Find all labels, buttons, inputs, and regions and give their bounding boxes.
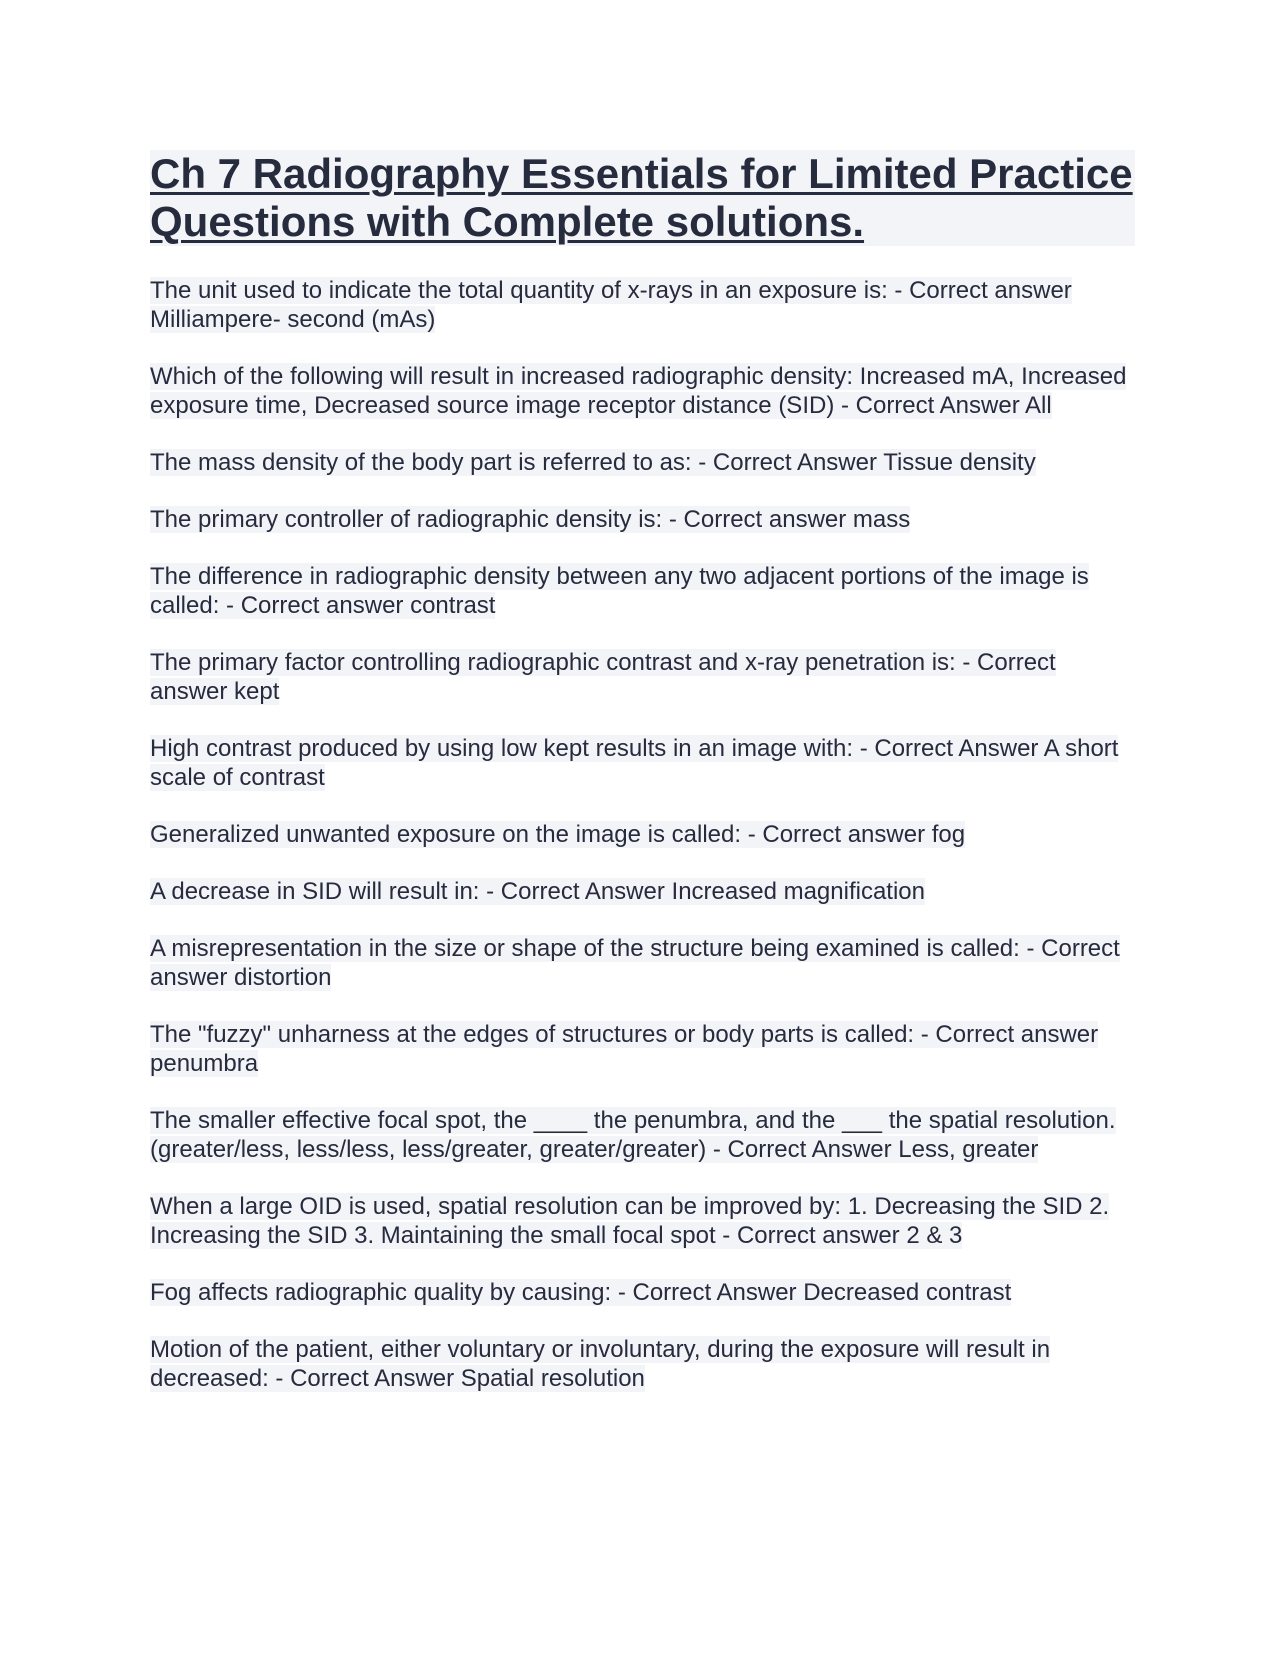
document-title: Ch 7 Radiography Essentials for Limited Practice Questions with Complete solutions. (150, 150, 1135, 246)
question-text: The primary controller of radiographic density is: - Correct answer mass (150, 506, 911, 533)
question-text: Motion of the patient, either voluntary or involuntary, during the exposure will result in decreased: - Correct Answer Spatial resolution (150, 1336, 1051, 1392)
question-text: Fog affects radiographic quality by causing: - Correct Answer Decreased contrast (150, 1279, 1012, 1306)
question-item (150, 1335, 1135, 1393)
question-item (150, 734, 1135, 792)
question-text: The smaller effective focal spot, the ____ the penumbra, and the ___ the spatial resolution. (greater/less, less/less, less/greater, greater/greater) - Correct Answer Less, greater (150, 1107, 1116, 1163)
question-text: The mass density of the body part is referred to as: - Correct Answer Tissue density (150, 449, 1036, 476)
question-text: The difference in radiographic density between any two adjacent portions of the image is called: - Correct answer contrast (150, 563, 1089, 619)
question-item (150, 1278, 1135, 1307)
question-text: A decrease in SID will result in: - Correct Answer Increased magnification (150, 878, 925, 905)
question-text: Generalized unwanted exposure on the image is called: - Correct answer fog (150, 821, 966, 848)
question-item (150, 820, 1135, 849)
question-item (150, 934, 1135, 992)
question-text: A misrepresentation in the size or shape of the structure being examined is called: - Correct answer distortion (150, 935, 1120, 991)
question-item (150, 362, 1135, 420)
question-item (150, 562, 1135, 620)
question-item (150, 505, 1135, 534)
question-item (150, 448, 1135, 477)
question-item (150, 648, 1135, 706)
question-item (150, 877, 1135, 906)
question-text: The primary factor controlling radiographic contrast and x-ray penetration is: - Correct answer kept (150, 649, 1056, 705)
question-list (150, 276, 1135, 1393)
question-text: Which of the following will result in increased radiographic density: Increased mA, Increased exposure time, Decreased source image receptor distance (SID) - Correct Answer All (150, 363, 1127, 419)
question-text: The "fuzzy" unharness at the edges of structures or body parts is called: - Correct answer penumbra (150, 1021, 1099, 1077)
question-item (150, 1020, 1135, 1078)
question-text: The unit used to indicate the total quantity of x-rays in an exposure is: - Correct answer Milliampere- second (mAs) (150, 277, 1072, 333)
question-item (150, 1192, 1135, 1250)
question-item (150, 1106, 1135, 1164)
question-text: High contrast produced by using low kept results in an image with: - Correct Answer A short scale of contrast (150, 735, 1119, 791)
question-item (150, 276, 1135, 334)
document-page (150, 150, 1135, 1421)
question-text: When a large OID is used, spatial resolution can be improved by: 1. Decreasing the SID 2. Increasing the SID 3. Maintaining the small focal spot - Correct answer 2 & 3 (150, 1193, 1110, 1249)
